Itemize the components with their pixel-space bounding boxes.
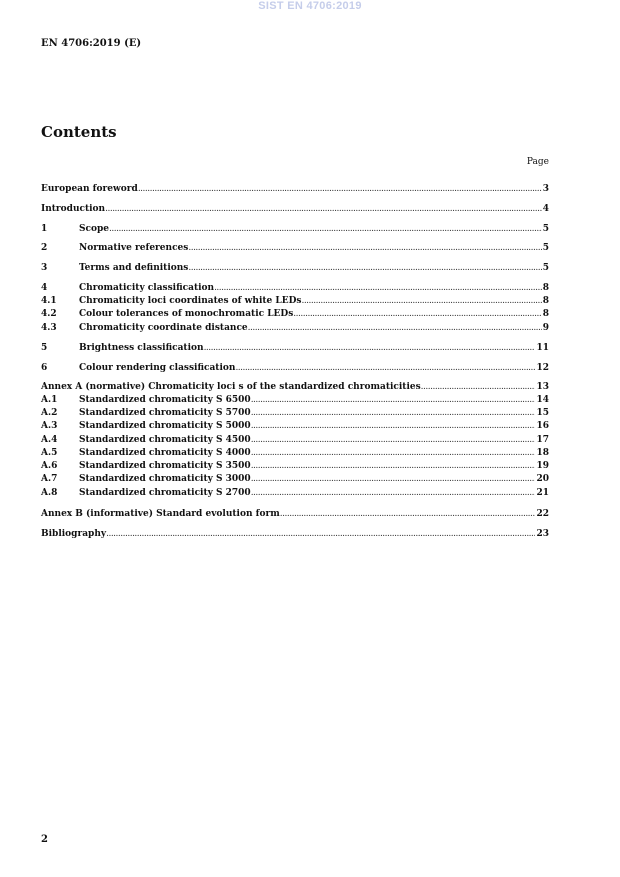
toc-leader-dots: [251, 460, 536, 472]
toc-entry-title: Standardized chromaticity S 3000: [79, 474, 251, 484]
toc-entry-title: Annex A (normative) Chromaticity loci s of the standardized chromaticities: [41, 382, 421, 392]
toc-entry-page: 12: [536, 363, 549, 373]
toc-leader-dots: [214, 282, 542, 294]
toc-entry-number: 5: [41, 343, 48, 353]
toc-entry-number: 4.1: [41, 296, 57, 306]
toc-entry-number: A.7: [41, 474, 58, 484]
toc-leader-dots: [251, 420, 536, 432]
toc-leader-dots: [251, 473, 536, 485]
toc-entry-page: 9: [542, 323, 549, 333]
page-column-label: Page: [526, 157, 549, 167]
toc-entry-title: Standardized chromaticity S 6500: [79, 395, 251, 405]
toc-entry-number: A.2: [41, 408, 58, 418]
toc-leader-dots: [280, 508, 536, 520]
toc-entry-number: A.8: [41, 488, 58, 498]
toc-entry[interactable]: [41, 407, 549, 419]
toc-entry[interactable]: [41, 295, 549, 307]
toc-entry[interactable]: [41, 342, 549, 354]
toc-entry[interactable]: [41, 203, 549, 215]
toc-entry-page: 17: [536, 435, 549, 445]
toc-entry-page: 15: [536, 408, 549, 418]
toc-leader-dots: [251, 487, 536, 499]
toc-entry-title: Standardized chromaticity S 3500: [79, 461, 251, 471]
toc-entry[interactable]: [41, 362, 549, 374]
toc-entry-number: 4: [41, 283, 48, 293]
toc-entry-title: Standardized chromaticity S 5700: [79, 408, 251, 418]
toc-entry-page: 23: [536, 529, 549, 539]
toc-entry-title: Standardized chromaticity S 4000: [79, 448, 251, 458]
toc-entry[interactable]: [41, 242, 549, 254]
toc-entry[interactable]: [41, 460, 549, 472]
toc-entry-title: Scope: [79, 224, 110, 234]
toc-leader-dots: [109, 223, 542, 235]
toc-entry-title: European foreword: [41, 184, 138, 194]
toc-entry-page: 3: [542, 184, 549, 194]
toc-entry[interactable]: [41, 447, 549, 459]
toc-entry-title: Standardized chromaticity S 5000: [79, 421, 251, 431]
toc-entry-number: A.3: [41, 421, 58, 431]
toc-entry-page: 11: [536, 343, 549, 353]
toc-leader-dots: [248, 322, 542, 334]
toc-leader-dots: [106, 528, 535, 540]
toc-entry-number: A.6: [41, 461, 58, 471]
toc-entry[interactable]: [41, 381, 549, 393]
toc-leader-dots: [251, 447, 536, 459]
toc-leader-dots: [421, 381, 536, 393]
toc-entry[interactable]: [41, 282, 549, 294]
watermark: SIST EN 4706:2019: [258, 0, 362, 12]
toc-entry[interactable]: [41, 262, 549, 274]
toc-entry-number: A.4: [41, 435, 58, 445]
toc-entry-page: 5: [542, 224, 549, 234]
toc-entry-page: 20: [536, 474, 549, 484]
toc-entry[interactable]: [41, 487, 549, 499]
toc-entry-page: 5: [542, 263, 549, 273]
toc-leader-dots: [251, 407, 536, 419]
toc-leader-dots: [204, 342, 536, 354]
toc-entry-number: 6: [41, 363, 48, 373]
toc-entry[interactable]: [41, 223, 549, 235]
toc-leader-dots: [235, 362, 535, 374]
toc-entry-page: 19: [536, 461, 549, 471]
toc-entry-title: Introduction: [41, 204, 106, 214]
toc-leader-dots: [251, 434, 536, 446]
toc-entry[interactable]: [41, 473, 549, 485]
toc-entry[interactable]: [41, 420, 549, 432]
toc-entry-number: 3: [41, 263, 48, 273]
toc-entry-title: Normative references: [79, 243, 189, 253]
toc-entry-title: Annex B (informative) Standard evolution form: [41, 509, 280, 519]
toc-entry-page: 16: [536, 421, 549, 431]
toc-entry-page: 13: [536, 382, 549, 392]
toc-entry-number: 1: [41, 224, 48, 234]
toc-entry-page: 4: [542, 204, 549, 214]
document-id: EN 4706:2019 (E): [41, 38, 142, 49]
toc-entry[interactable]: [41, 322, 549, 334]
toc-entry[interactable]: [41, 394, 549, 406]
toc-entry-title: Colour tolerances of monochromatic LEDs: [79, 309, 294, 319]
toc-entry-title: Terms and definitions: [79, 263, 189, 273]
toc-entry-page: 22: [536, 509, 549, 519]
toc-entry-title: Chromaticity classification: [79, 283, 215, 293]
toc-entry-page: 8: [542, 296, 549, 306]
toc-leader-dots: [301, 295, 541, 307]
toc-leader-dots: [251, 394, 536, 406]
toc-leader-dots: [188, 242, 541, 254]
toc-entry-number: A.1: [41, 395, 58, 405]
toc-leader-dots: [188, 262, 541, 274]
toc-entry-title: Colour rendering classification: [79, 363, 236, 373]
toc-entry-title: Chromaticity loci coordinates of white LEDs: [79, 296, 302, 306]
toc-entry[interactable]: [41, 308, 549, 320]
toc-entry-page: 8: [542, 309, 549, 319]
toc-entry-title: Bibliography: [41, 529, 107, 539]
toc-entry-number: 2: [41, 243, 48, 253]
toc-entry-title: Standardized chromaticity S 2700: [79, 488, 251, 498]
toc-leader-dots: [293, 308, 541, 320]
toc-entry-number: 4.2: [41, 309, 57, 319]
toc-leader-dots: [138, 183, 542, 195]
toc-entry[interactable]: [41, 508, 549, 520]
toc-entry-title: Brightness classification: [79, 343, 204, 353]
toc-entry-title: Chromaticity coordinate distance: [79, 323, 248, 333]
page-title: Contents: [41, 123, 117, 141]
toc-leader-dots: [105, 203, 542, 215]
footer-page-number: 2: [41, 834, 48, 845]
toc-entry-page: 14: [536, 395, 549, 405]
toc-entry[interactable]: [41, 528, 549, 540]
toc-entry-page: 18: [536, 448, 549, 458]
toc-entry-page: 5: [542, 243, 549, 253]
toc-entry-page: 21: [536, 488, 549, 498]
toc-entry-page: 8: [542, 283, 549, 293]
toc-entry[interactable]: [41, 434, 549, 446]
toc-entry-number: 4.3: [41, 323, 57, 333]
toc-entry-number: A.5: [41, 448, 58, 458]
toc-entry[interactable]: [41, 183, 549, 195]
toc-entry-title: Standardized chromaticity S 4500: [79, 435, 251, 445]
